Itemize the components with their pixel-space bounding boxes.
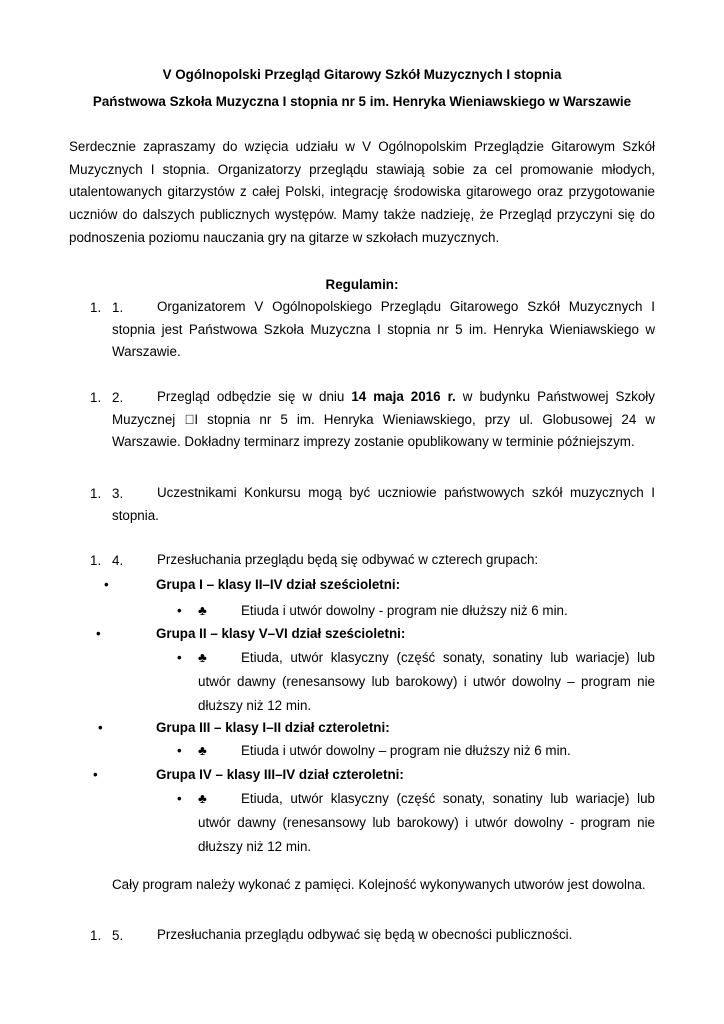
club-icon: ♣ xyxy=(198,603,207,618)
regulamin-heading: Regulamin: xyxy=(325,277,399,292)
group-bullet: • xyxy=(93,767,98,782)
item-number-outer: 1. xyxy=(90,300,102,315)
group-bullet: • xyxy=(98,720,103,735)
item-number-outer: 1. xyxy=(90,928,102,943)
document-title: V Ogólnopolski Przegląd Gitarowy Szkół Muzycznych I stopnia xyxy=(162,67,562,82)
item-text: Przesłuchania przeglądu będą się odbywać w czterech grupach: xyxy=(157,552,539,567)
closing-note: Cały program należy wykonać z pamięci. Kolejność wykonywanych utworów jest dowolna. xyxy=(112,877,646,892)
group-bullet: • xyxy=(96,626,101,641)
item-text-after: w budynku Państwowej Szkoły Muzycznej I stopnia nr 5 im. Henryka Wieniawskiego, przy ul. Globusowej 24 w Warszawie. Dokładny terminarz imprezy zostanie opublikowany w terminie późniejszym. xyxy=(112,389,655,450)
club-icon: ♣ xyxy=(198,791,207,806)
document-subtitle: Państwowa Szkoła Muzyczna I stopnia nr 5 im. Henryka Wieniawskiego w Warszawie xyxy=(92,94,632,109)
program-bullet: • xyxy=(177,791,182,806)
group-3-label: Grupa III – klasy I–II dział czteroletni: xyxy=(156,720,390,735)
group-2-label: Grupa II – klasy V–VI dział sześcioletni: xyxy=(156,626,406,641)
group-1-program: Etiuda i utwór dowolny - program nie dłuższy niż 6 min. xyxy=(241,603,568,618)
item-number-inner: 2. xyxy=(112,390,124,405)
program-bullet: • xyxy=(177,743,182,758)
event-date: 14 maja 2016 r. xyxy=(351,389,456,404)
club-icon: ♣ xyxy=(198,743,207,758)
item-number-outer: 1. xyxy=(90,390,102,405)
group-2-program: Etiuda, utwór klasyczny (część sonaty, sonatiny lub wariacje) lub utwór dawny (renesansowy lub barokowy) i utwór dowolny – program nie dłuższy niż 12 min. xyxy=(198,650,655,713)
item-text: Organizatorem V Ogólnopolskiego Przeglądu Gitarowego Szkół Muzycznych I stopnia jest Państwowa Szkoła Muzyczna I stopnia nr 5 im. Henryka Wieniawskiego w Warszawie. xyxy=(112,299,655,360)
item-number-inner: 5. xyxy=(112,928,124,943)
intro-paragraph: Serdecznie zapraszamy do wzięcia udziału w V Ogólnopolskim Przeglądzie Gitarowym Szkół Muzycznych I stopnia. Organizatorzy przeglądu stawiają sobie za cel promowanie młodych, utalentowanych gitarzystów z całej Polski, integrację środowiska gitarowego oraz przygotowanie uczniów do dalszych publicznych występów. Mamy także nadzieję, że Przegląd przyczyni się do podnoszenia poziomu nauczania gry na gitarze w szkołach muzycznych. xyxy=(69,139,655,245)
group-4-label: Grupa IV – klasy III–IV dział czteroletni: xyxy=(156,767,404,782)
item-text-before: Przegląd odbędzie się w dniu xyxy=(157,389,352,404)
program-bullet: • xyxy=(177,603,182,618)
item-text: Uczestnikami Konkursu mogą być uczniowie państwowych szkół muzycznych I stopnia. xyxy=(112,485,655,523)
item-number-inner: 4. xyxy=(112,553,124,568)
club-icon: ♣ xyxy=(198,650,207,665)
item-number-inner: 3. xyxy=(112,486,124,501)
item-number-outer: 1. xyxy=(90,553,102,568)
item-text: Przesłuchania przeglądu odbywać się będą w obecności publiczności. xyxy=(157,927,573,942)
item-text xyxy=(112,386,655,454)
program-bullet: • xyxy=(177,650,182,665)
group-1-label: Grupa I – klasy II–IV dział sześcioletni: xyxy=(156,577,401,592)
group-3-program: Etiuda i utwór dowolny – program nie dłuższy niż 6 min. xyxy=(241,743,571,758)
group-bullet: • xyxy=(104,577,109,592)
item-number-inner: 1. xyxy=(112,300,124,315)
item-number-outer: 1. xyxy=(90,486,102,501)
group-4-program: Etiuda, utwór klasyczny (część sonaty, sonatiny lub wariacje) lub utwór dawny (renesansowy lub barokowy) i utwór dowolny - program nie dłuższy niż 12 min. xyxy=(198,791,655,854)
